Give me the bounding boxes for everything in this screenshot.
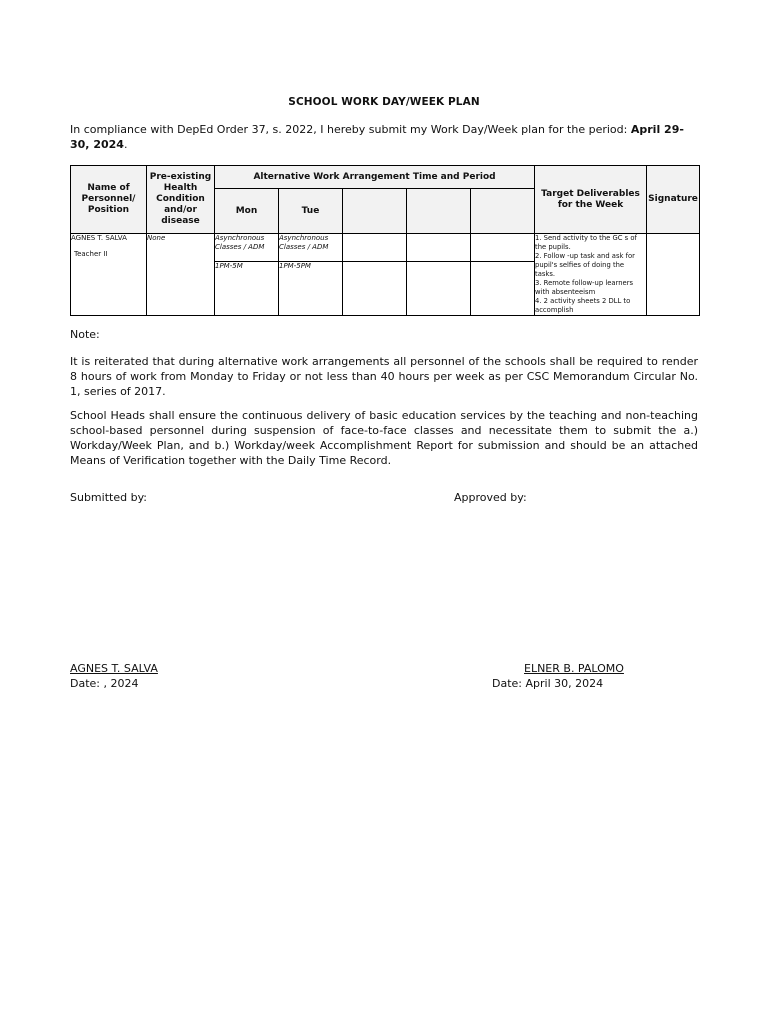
note-label: Note:: [70, 328, 100, 341]
approved-by-label: Approved by:: [454, 491, 527, 504]
cell-empty-1b: [343, 262, 407, 316]
deliverable-item: 4. 2 activity sheets 2 DLL to accomplish: [535, 297, 631, 314]
document-page: [70, 0, 698, 1024]
intro-paragraph: [70, 122, 698, 152]
header-work-arrangement: Alternative Work Arrangement Time and Period: [215, 166, 535, 189]
cell-empty-3b: [471, 262, 535, 316]
header-signature: Signature: [647, 166, 700, 234]
cell-mon-activity: Asynchronous Classes / ADM: [215, 234, 279, 262]
header-tue: Tue: [279, 189, 343, 234]
period-text: April 29-30, 2024: [70, 123, 684, 151]
submitter-date: Date: , 2024: [70, 677, 139, 690]
personnel-position: Teacher II: [74, 250, 108, 258]
submitter-name: AGNES T. SALVA: [70, 662, 158, 675]
submitted-by-label: Submitted by:: [70, 491, 147, 504]
deliverable-item: 3. Remote follow-up learners with absenteeism: [535, 279, 634, 296]
cell-empty-2a: [407, 234, 471, 262]
cell-tue-time: 1PM-5PM: [279, 262, 343, 316]
personnel-name: AGNES T. SALVA: [71, 234, 127, 242]
approver-name: ELNER B. PALOMO: [524, 662, 624, 675]
approver-date: Date: April 30, 2024: [492, 677, 604, 690]
document-title: SCHOOL WORK DAY/WEEK PLAN: [288, 96, 480, 108]
intro-end: .: [123, 138, 128, 151]
header-name-position: Name of Personnel/ Position: [71, 166, 147, 234]
header-empty-3: [471, 189, 535, 234]
header-empty-2: [407, 189, 471, 234]
cell-empty-2b: [407, 262, 471, 316]
school-heads-paragraph: School Heads shall ensure the continuous delivery of basic education services by the teaching and non-teaching school-based personnel during suspension of face-to-face classes and necessitate them to submit the a.) Workday/Week Plan, and b.) Workday/week Accomplishment Report for submission and should be an attached Means of Verification together with the Daily Time Record.: [70, 409, 698, 467]
cell-health-condition: None: [147, 234, 215, 316]
work-plan-table: [70, 165, 700, 316]
cell-signature: [647, 234, 700, 316]
cell-deliverables: [535, 234, 647, 316]
header-mon: Mon: [215, 189, 279, 234]
cell-empty-3a: [471, 234, 535, 262]
cell-name-position: [71, 234, 147, 316]
reiteration-paragraph: It is reiterated that during alternative work arrangements all personnel of the schools shall be required to render 8 hours of work from Monday to Friday or not less than 40 hours per week as per CSC Memorandum Circular No. 1, series of 2017.: [70, 355, 698, 398]
intro-text: In compliance with DepEd Order 37, s. 2022, I hereby submit my Work Day/Week plan for the period:: [70, 123, 631, 136]
cell-empty-1a: [343, 234, 407, 262]
header-deliverables: Target Deliverables for the Week: [535, 166, 647, 234]
header-health-condition: Pre-existing Health Condition and/or disease: [147, 166, 215, 234]
deliverable-item: 1. Send activity to the GC s of the pupils.: [535, 234, 637, 251]
header-empty-1: [343, 189, 407, 234]
deliverable-item: 2. Follow -up task and ask for pupil's selfies of doing the tasks.: [535, 252, 635, 278]
cell-tue-activity: Asynchronous Classes / ADM: [279, 234, 343, 262]
cell-mon-time: 1PM-5M: [215, 262, 279, 316]
